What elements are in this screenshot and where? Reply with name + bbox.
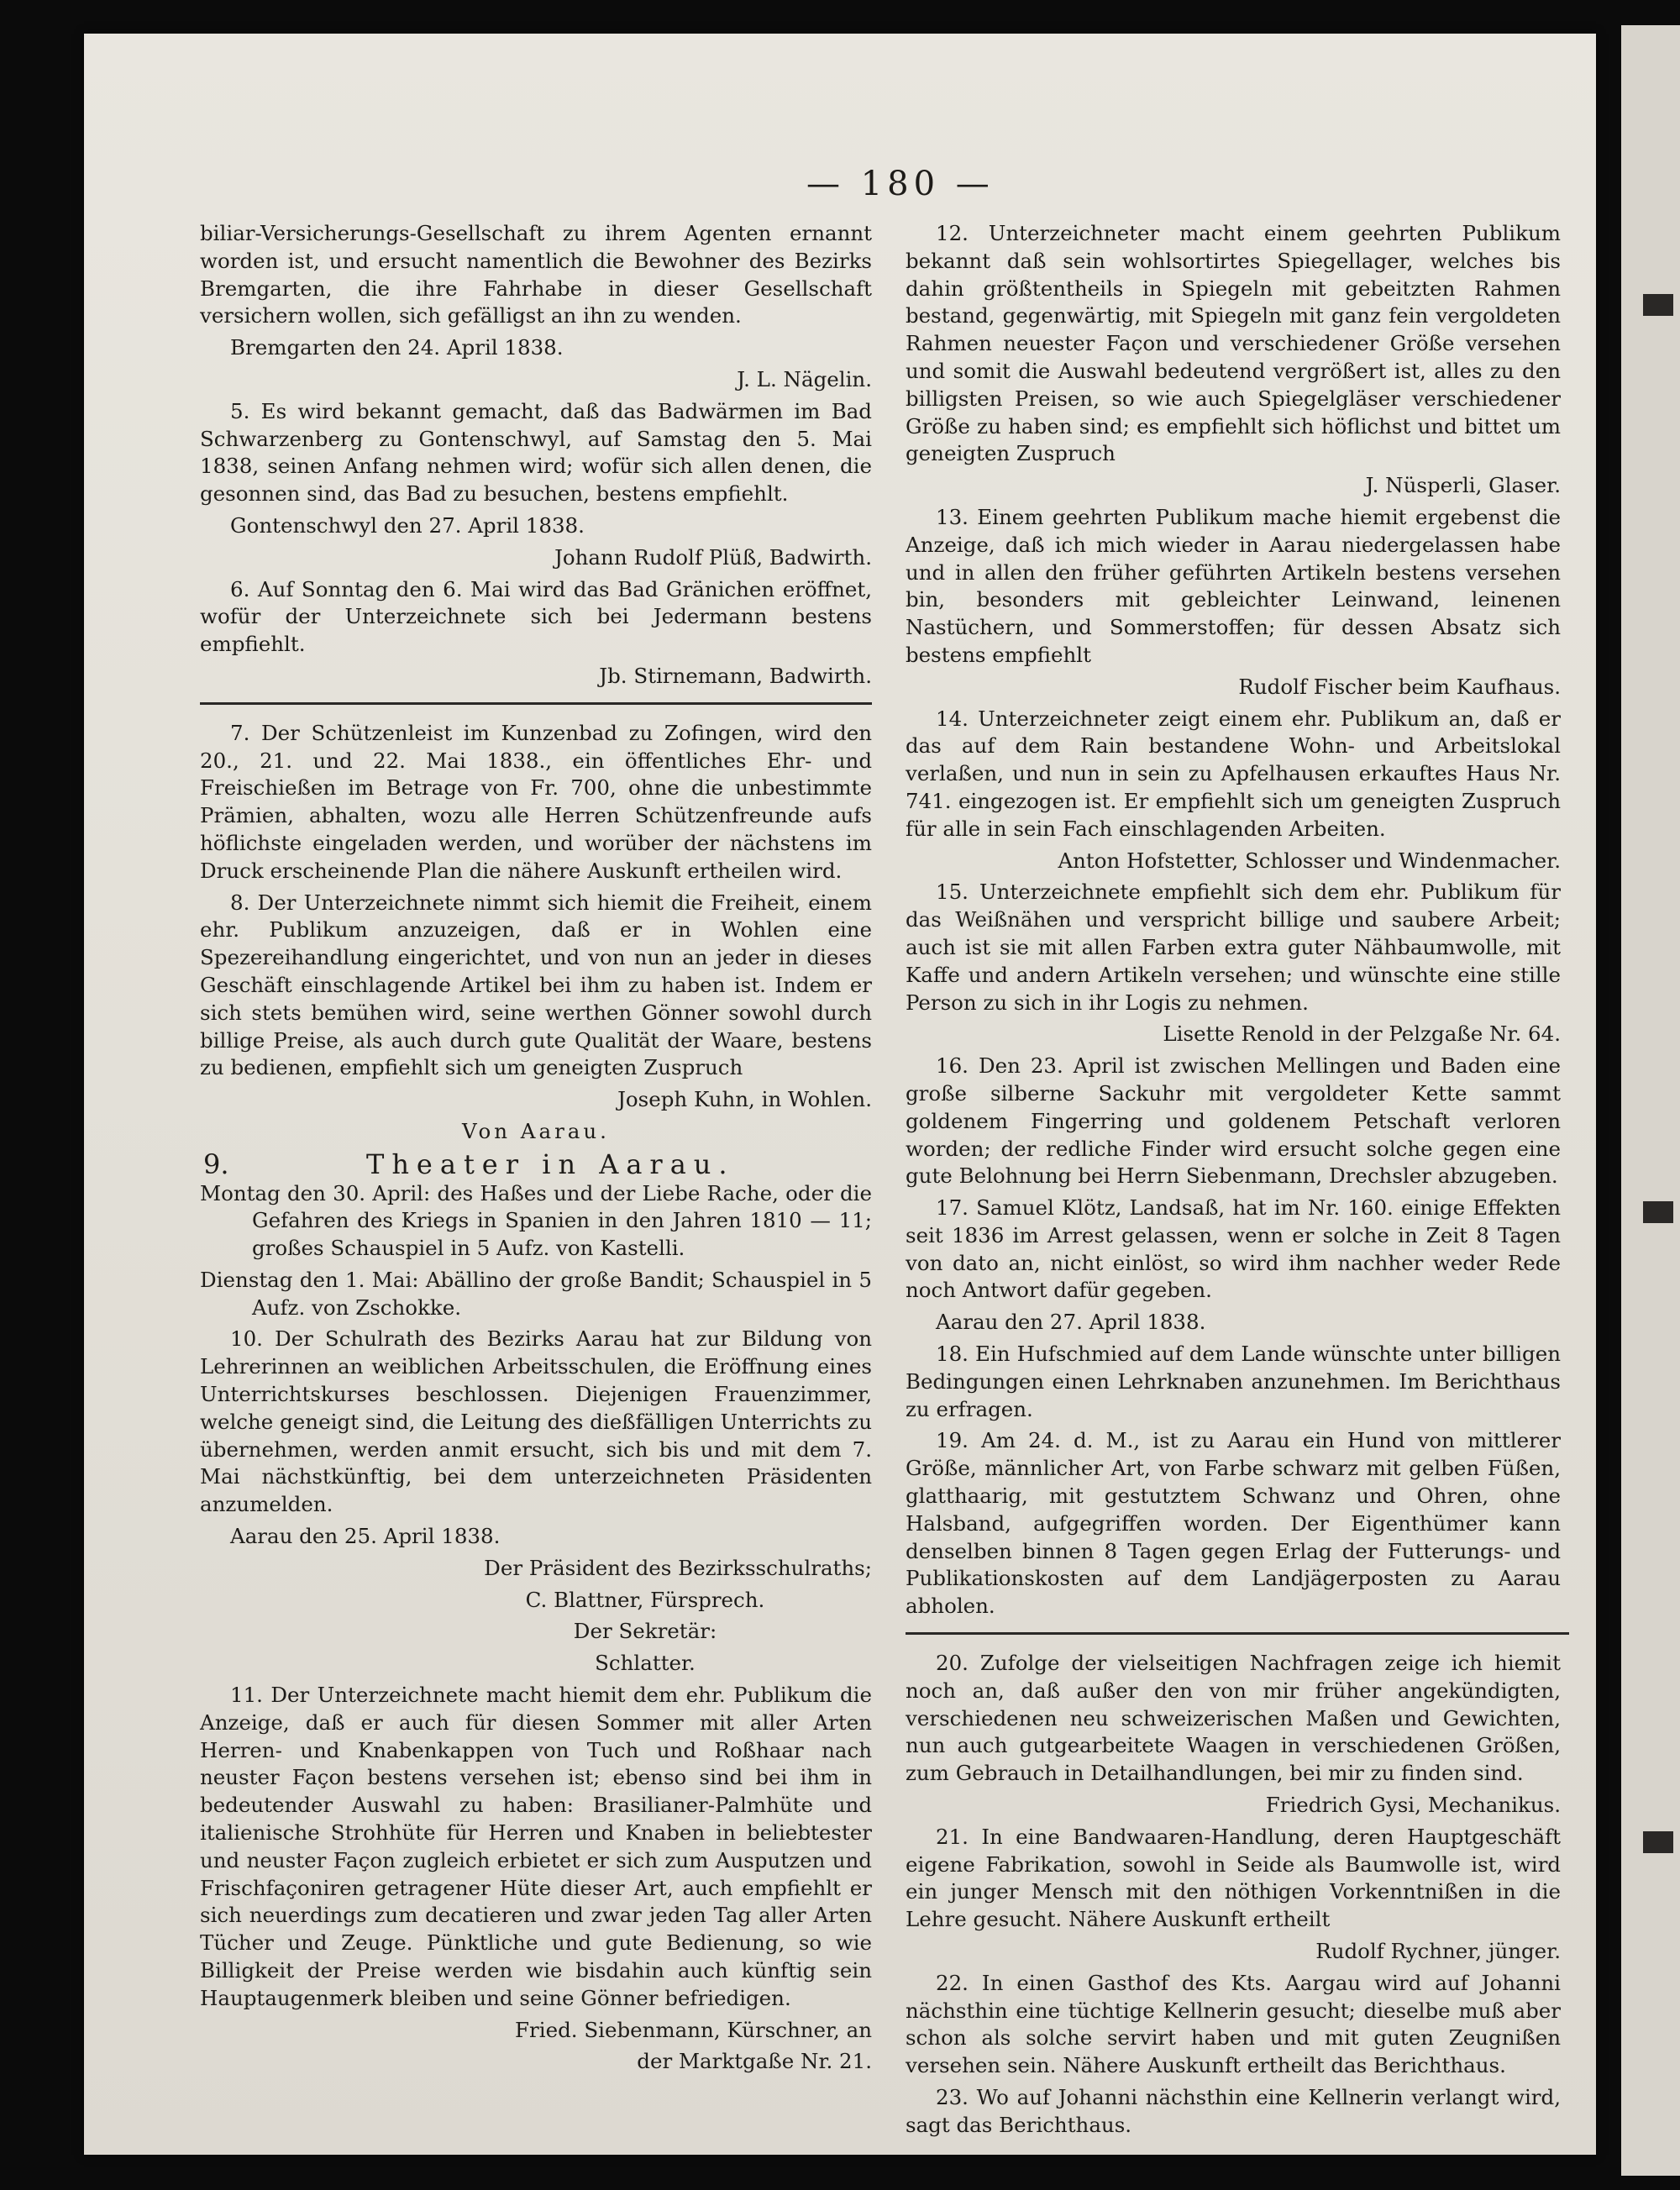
entry-5-signature: Johann Rudolf Plüß, Badwirth. (554, 544, 872, 570)
entry-15-text: 15. Unterzeichnete empfiehlt sich dem ehr. Publikum für das Weißnähen und verspricht billige und saubere Arbeit; auch ist sie mit allen Farben extra guter Nähbaumwolle, mit Kaffe und andern Artikeln versehen; und wünschte eine stille Person zu sich in ihr Logis zu nehmen. (906, 880, 1561, 1015)
entry-14-text: 14. Unterzeichneter zeigt einem ehr. Publikum an, daß er das auf dem Rain bestandene Wohn- und Arbeitslokal verlaßen, und nun in sein zu Apfelhausen erkauftes Haus Nr. 741. eingezogen ist. Er empfiehlt sich um geneigten Zuspruch für alle in sein Fach einschlagenden Arbeiten. (906, 706, 1561, 841)
entry-10-sig-line4: Schlatter. (595, 1651, 696, 1676)
entry-16-text: 16. Den 23. April ist zwischen Mellingen und Baden eine große silberne Sackuhr mit vergoldeter Kette sammt goldenem Fingerring und goldenem Petschaft verloren worden; der redliche Finder wird ersucht solche gegen eine gute Belohnung bei Herrn Siebenmann, Drechsler abzugeben. (906, 1053, 1561, 1189)
entry-15-signature: Lisette Renold in der Pelzgaße Nr. 64. (1163, 1021, 1561, 1047)
entry-21-signature: Rudolf Rychner, jünger. (1315, 1939, 1561, 1964)
entry-7-text: 7. Der Schützenleist im Kunzenbad zu Zofingen, wird den 20., 21. und 22. Mai 1838., ein öffentliches Ehr- und Freischießen im Betrage von Fr. 700, ohne die unbestimmte Prämien, abhalten, wozu alle Herren Schützenfreunde aufs höflichste eingeladen werden, und worüber der nächstens im Druck erscheinende Plan die nähere Auskunft ertheilen wird. (200, 720, 872, 883)
adjacent-page-edge (1621, 25, 1680, 2176)
entry-9-tuesday: Dienstag den 1. Mai: Abällino der große Bandit; Schauspiel in 5 Aufz. von Zschokke. (200, 1267, 872, 1320)
edge-ink-mark (1643, 1831, 1673, 1853)
entry-10-text: 10. Der Schulrath des Bezirks Aarau hat zur Bildung von Lehrerinnen an weiblichen Arbeitsschulen, die Eröffnung eines Unterrichtskurses beschlossen. Diejenigen Frauenzimmer, welche geneigt sind, die Leitung des dießfälligen Unterrichts zu übernehmen, werden anmit ersucht, sich bis und mit dem 7. Mai nächstkünftig, bei dem unterzeichneten Präsidenten anzumelden. (200, 1326, 872, 1517)
entry-4-place-date: Bremgarten den 24. April 1838. (230, 335, 564, 360)
entry-10-place-date: Aarau den 25. April 1838. (230, 1524, 501, 1549)
entry-10-sig-line3: Der Sekretär: (573, 1619, 717, 1644)
entry-9-heading: Theater in Aarau. (365, 1148, 735, 1180)
edge-ink-mark (1643, 1201, 1673, 1223)
entry-11-text: 11. Der Unterzeichnete macht hiemit dem ehr. Publikum die Anzeige, daß er auch für diesen Sommer mit aller Arten Herren- und Knabenkappen von Tuch und Roßhaar nach neuster Façon bestens versehen ist; ebenso sind bei ihm in bedeutender Auswahl zu haben: Brasilianer-Palmhüte und italienische Strohhüte für Herren und Knaben in beliebtester und neuster Façon zugleich erbietet er sich zum Ausputzen und Frischfaçoniren getragener Hüte dieser Art, auch empfiehlt er sich neuerdings zum decatieren und zwar jeden Tag aller Arten Tücher und Zeuge. Pünktliche und gute Bedienung, so wie Billigkeit der Preise werden wie bisdahin auch künftig sein Hauptaugenmerk bleiben und seine Gönner befriedigen. (200, 1683, 872, 2010)
entry-9-monday: Montag den 30. April: des Haßes und der Liebe Rache, oder die Gefahren des Kriegs in Spanien in den Jahren 1810 — 11; großes Schauspiel in 5 Aufz. von Kastelli. (200, 1180, 872, 1261)
page-number: — 180 — (806, 165, 995, 203)
entry-4-signature: J. L. Nägelin. (737, 366, 872, 391)
entry-6-text: 6. Auf Sonntag den 6. Mai wird das Bad Gränichen eröffnet, wofür der Unterzeichnete sich bei Jedermann bestens empfiehlt. (200, 576, 872, 657)
left-column (200, 220, 872, 2080)
entry-12-text: 12. Unterzeichneter macht einem geehrten Publikum bekannt daß sein wohlsortirtes Spiegellager, welches bis dahin größtentheils in Spiegeln mit gebeitzten Rahmen bestand, gegenwärtig, mit Spiegeln mit ganz fein vergoldeten Rahmen neuester Façon und verschiedener Größe versehen und somit die Auswahl bedeutend vergrößert ist, alles zu den billigsten Preisen, so wie auch Spiegelgläser verschiedener Größe zu haben sind; es empfiehlt sich höflichst und bittet um geneigten Zuspruch (906, 221, 1561, 466)
entry-10-sig-line2: C. Blattner, Fürsprech. (525, 1587, 765, 1612)
entry-17-place-date: Aarau den 27. April 1838. (936, 1310, 1206, 1335)
entry-12-signature: J. Nüsperli, Glaser. (1365, 473, 1561, 498)
theater-heading (200, 1148, 872, 1180)
entry-8-text: 8. Der Unterzeichnete nimmt sich hiemit die Freiheit, einem ehr. Publikum anzuzeigen, daß er in Wohlen eine Spezereihandlung eingerichtet, und von nun an jeder in dieses Geschäft einschlagende Artikel bei ihm zu haben ist. Indem er sich stets bemühen wird, seine werthen Gönner sowohl durch billige Preise, als auch durch gute Qualität der Waare, bestens zu bedienen, empfiehlt sich um geneigten Zuspruch (200, 890, 872, 1080)
entry-6-signature: Jb. Stirnemann, Badwirth. (599, 663, 872, 688)
edge-ink-mark (1643, 294, 1673, 316)
entry-11-sig-line2: der Marktgaße Nr. 21. (637, 2049, 872, 2074)
entry-14-signature: Anton Hofstetter, Schlosser und Windenmacher. (1058, 848, 1561, 873)
entry-17-text: 17. Samuel Klötz, Landsaß, hat im Nr. 160. einige Effekten seit 1836 im Arrest gelassen, wenn er solche in Zeit 8 Tagen von dato an, nicht einlöst, so wird ihm nachher weder Rede noch Antwort dafür gegeben. (906, 1195, 1561, 1303)
section-divider (906, 1632, 1569, 1635)
section-label: Von Aarau. (462, 1118, 610, 1143)
entry-13-signature: Rudolf Fischer beim Kaufhaus. (1238, 674, 1561, 699)
entry-9-number: 9. (203, 1148, 229, 1180)
entry-18-text: 18. Ein Hufschmied auf dem Lande wünschte unter billigen Bedingungen einen Lehrknaben anzunehmen. Im Berichthaus zu erfragen. (906, 1342, 1561, 1421)
entry-21-text: 21. In eine Bandwaaren-Handlung, deren Hauptgeschäft eigene Fabrikation, sowohl in Seide als Baumwolle ist, wird ein junger Mensch mit den nöthigen Vorkenntnißen in die Lehre gesucht. Nähere Auskunft ertheilt (906, 1824, 1561, 1932)
entry-19-text: 19. Am 24. d. M., ist zu Aarau ein Hund von mittlerer Größe, männlicher Art, von Farbe schwarz mit gelben Füßen, glatthaarig, mit gestutztem Schwanz und Ohren, ohne Halsband, aufgegriffen worden. Der Eigenthümer kann denselben binnen 8 Tagen gegen Erlag der Futterungs- und Publikationskosten auf dem Landjägerposten zu Aarau abholen. (906, 1428, 1561, 1619)
entry-22-text: 22. In einen Gasthof des Kts. Aargau wird auf Johanni nächsthin eine tüchtige Kellnerin gesucht; dieselbe muß aber schon als solche servirt haben und mit guten Zeugnißen versehen sein. Nähere Auskunft ertheilt das Berichthaus. (906, 1970, 1561, 2078)
entry-13-text: 13. Einem geehrten Publikum mache hiemit ergebenst die Anzeige, daß ich mich wieder in Aarau niedergelassen habe und in allen den früher geführten Artikeln bestens versehen bin, besonders mit gebleichter Leinwand, leinenen Nastüchern, und Sommerstoffen; für dessen Absatz sich bestens empfiehlt (906, 504, 1561, 667)
entry-5-place-date: Gontenschwyl den 27. April 1838. (230, 512, 585, 538)
right-column (906, 220, 1561, 2144)
entry-5-text: 5. Es wird bekannt gemacht, daß das Badwärmen im Bad Schwarzenberg zu Gontenschwyl, auf Samstag den 5. Mai 1838, seinen Anfang nehmen wird; wofür sich allen denen, die gesonnen sind, das Bad zu besuchen, bestens empfiehlt. (200, 398, 872, 507)
section-divider (200, 702, 872, 705)
entry-10-sig-line1: Der Präsident des Bezirksschulraths; (484, 1555, 872, 1580)
entry-4-text: biliar-Versicherungs-Gesellschaft zu ihrem Agenten ernannt worden ist, und ersucht namentlich die Bewohner des Bezirks Bremgarten, die ihre Fahrhabe in dieser Gesellschaft versichern wollen, sich gefälligst an ihn zu wenden. (200, 221, 872, 328)
entry-8-signature: Joseph Kuhn, in Wohlen. (617, 1087, 872, 1112)
entry-23-text: 23. Wo auf Johanni nächsthin eine Kellnerin verlangt wird, sagt das Berichthaus. (906, 2085, 1561, 2137)
entry-20-signature: Friedrich Gysi, Mechanikus. (1265, 1793, 1561, 1818)
entry-20-text: 20. Zufolge der vielseitigen Nachfragen zeige ich hiemit noch an, daß außer den von mir früher angekündigten, verschiedenen neu schweizerischen Maßen und Gewichten, nun auch gutgearbeitete Waagen in verschiedenen Größen, zum Gebrauch in Detailhandlungen, bei mir zu finden sind. (906, 1651, 1561, 1786)
entry-11-sig-line1: Fried. Siebenmann, Kürschner, an (515, 2017, 872, 2042)
